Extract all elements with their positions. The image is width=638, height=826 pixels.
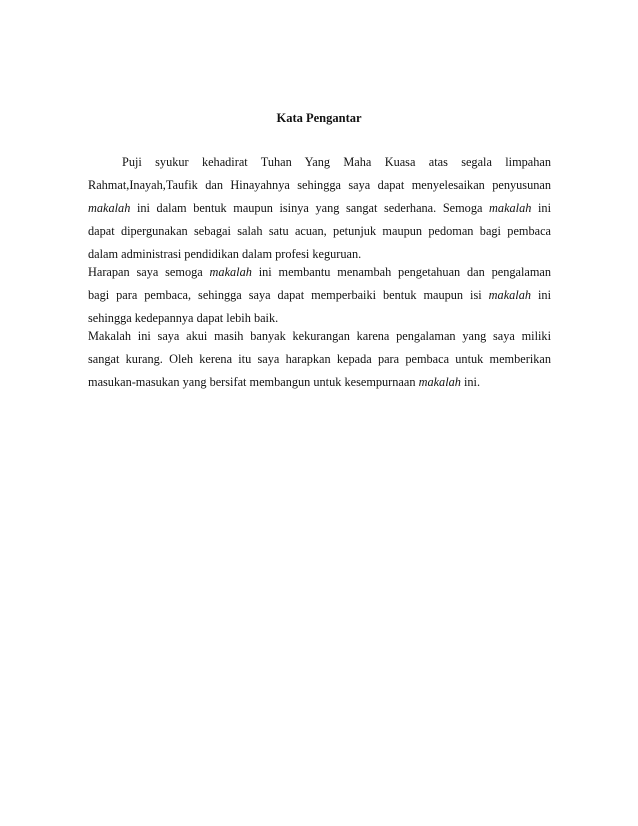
text-run: ini. bbox=[460, 375, 481, 389]
paragraph-1-line-4 bbox=[88, 224, 551, 238]
text-run: ini bbox=[531, 288, 551, 302]
paragraph-2-line-1 bbox=[88, 265, 551, 279]
text-run: dalam administrasi pendidikan dalam profesi keguruan. bbox=[88, 247, 362, 261]
text-run: ini dalam bentuk maupun isinya yang sangat sederhana. Semoga bbox=[130, 201, 490, 215]
text-run: bagi para pembaca, sehingga saya dapat memperbaiki bentuk maupun isi bbox=[88, 288, 489, 302]
text-run: ini membantu menambah pengetahuan dan pengalaman bbox=[251, 265, 551, 279]
italic-term: makalah bbox=[209, 265, 252, 279]
paragraph-3-line-1 bbox=[88, 329, 551, 343]
text-run: ini bbox=[531, 201, 551, 215]
paragraph-2-line-3 bbox=[88, 311, 551, 325]
italic-term: makalah bbox=[418, 375, 461, 389]
paragraph-1-line-3 bbox=[88, 201, 551, 215]
page-title: Kata Pengantar bbox=[276, 111, 362, 125]
text-run: Puji syukur kehadirat Tuhan Yang Maha Kuasa atas segala limpahan bbox=[122, 155, 551, 169]
paragraph-3-line-2 bbox=[88, 352, 551, 366]
text-run: sehingga kedepannya dapat lebih baik. bbox=[88, 311, 279, 325]
text-run: Rahmat,Inayah,Taufik dan Hinayahnya sehingga saya dapat menyelesaikan penyusunan bbox=[88, 178, 551, 192]
text-run: sangat kurang. Oleh kerena itu saya harapkan kepada para pembaca untuk memberikan bbox=[88, 352, 551, 366]
paragraph-1-line-5 bbox=[88, 247, 551, 261]
text-run: masukan-masukan yang bersifat membangun untuk kesempurnaan bbox=[88, 375, 419, 389]
paragraph-2-line-2 bbox=[88, 288, 551, 302]
paragraph-3-line-3 bbox=[88, 375, 551, 389]
text-run: Makalah ini saya akui masih banyak kekurangan karena pengalaman yang saya miliki bbox=[88, 329, 551, 343]
italic-term: makalah bbox=[489, 201, 532, 215]
text-run: dapat dipergunakan sebagai salah satu acuan, petunjuk maupun pedoman bagi pembaca bbox=[88, 224, 551, 238]
italic-term: makalah bbox=[88, 201, 131, 215]
text-run: Harapan saya semoga bbox=[88, 265, 210, 279]
paragraph-1-line-1 bbox=[122, 155, 551, 169]
italic-term: makalah bbox=[488, 288, 532, 302]
paragraph-1-line-2 bbox=[88, 178, 551, 192]
